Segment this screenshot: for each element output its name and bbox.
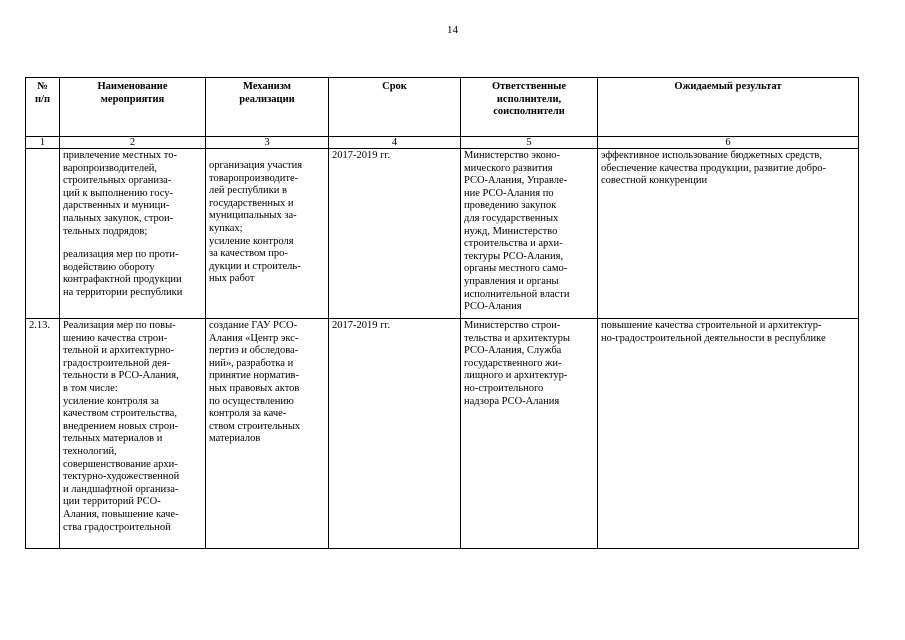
column-number: 4 — [329, 137, 461, 149]
mechanism: создание ГАУ РСО- Алания «Центр экс- пертиз и обследова- ний», разработка и принятие норматив- ных правовых актов по осуществлению контроля за каче- ством строительных материалов — [206, 319, 329, 549]
mechanism: организация участия товаропроизводите- лей республики в государственных и муниципальных за- купках; усиление контроля за качеством про- дукции и строитель- ных работ — [209, 160, 303, 285]
responsible: Министерство строи- тельства и архитектуры РСО-Алания, Служба государственного жи- лищного и архитектур- но-строительного надзора РСО-Алания — [461, 319, 598, 549]
header-term: Срок — [329, 78, 461, 137]
header-name: Наименование мероприятия — [60, 78, 206, 137]
column-numbers-row — [26, 137, 859, 149]
mechanism-cell — [206, 149, 329, 319]
measure-name: Реализация мер по повы- шению качества строи- тельной и архитектурно- градостроительной дея- тельности в РСО-Алания, в том числе: усиление контроля за качеством строительства, внедрением новых строи- тельных материалов и технологий, совершенствование архи- тектурно-художественной и ландшафтной организа- ции территорий РСО- Алания, повышение каче- ства градостроительной — [60, 319, 206, 549]
term: 2017-2019 гг. — [329, 319, 461, 549]
header-mechanism: Механизм реализации — [206, 78, 329, 137]
table-row — [26, 319, 859, 549]
header-result: Ожидаемый результат — [598, 78, 859, 137]
row-number: 2.13. — [26, 319, 60, 549]
column-number: 2 — [60, 137, 206, 149]
page-number: 14 — [447, 24, 458, 36]
responsible: Министерство эконо- мического развития РСО-Алания, Управле- ние РСО-Алания по проведению закупок для государственных нужд, Министерство строительства и архи- тектуры РСО-Алания, органы местного само- управления и органы исполнительной власти РСО-Алания — [461, 149, 598, 319]
measure-name-cell — [60, 149, 206, 319]
column-number: 3 — [206, 137, 329, 149]
table-row — [26, 149, 859, 319]
measure-name: привлечение местных то- варопроизводителей, строительных организа- ций к выполнению госу- дарственных и муници- пальных закупок, строи- тельных подрядов; — [63, 150, 177, 237]
header-number: № п/п — [26, 78, 60, 137]
term: 2017-2019 гг. — [329, 149, 461, 319]
expected-result: эффективное использование бюджетных средств, обеспечение качества продукции, развитие добро- совестной конкуренции — [598, 149, 859, 319]
column-number: 1 — [26, 137, 60, 149]
header-responsible: Ответственные исполнители, соисполнители — [461, 78, 598, 137]
column-number: 5 — [461, 137, 598, 149]
expected-result: повышение качества строительной и архитектур- но-градостроительной деятельности в республике — [598, 319, 859, 549]
column-number: 6 — [598, 137, 859, 149]
measures-table — [25, 77, 859, 549]
row-number — [26, 149, 60, 319]
measure-name-extra: реализация мер по проти- водействию обороту контрафактной продукции на территории республики — [63, 249, 183, 298]
table-header-row — [26, 78, 859, 137]
